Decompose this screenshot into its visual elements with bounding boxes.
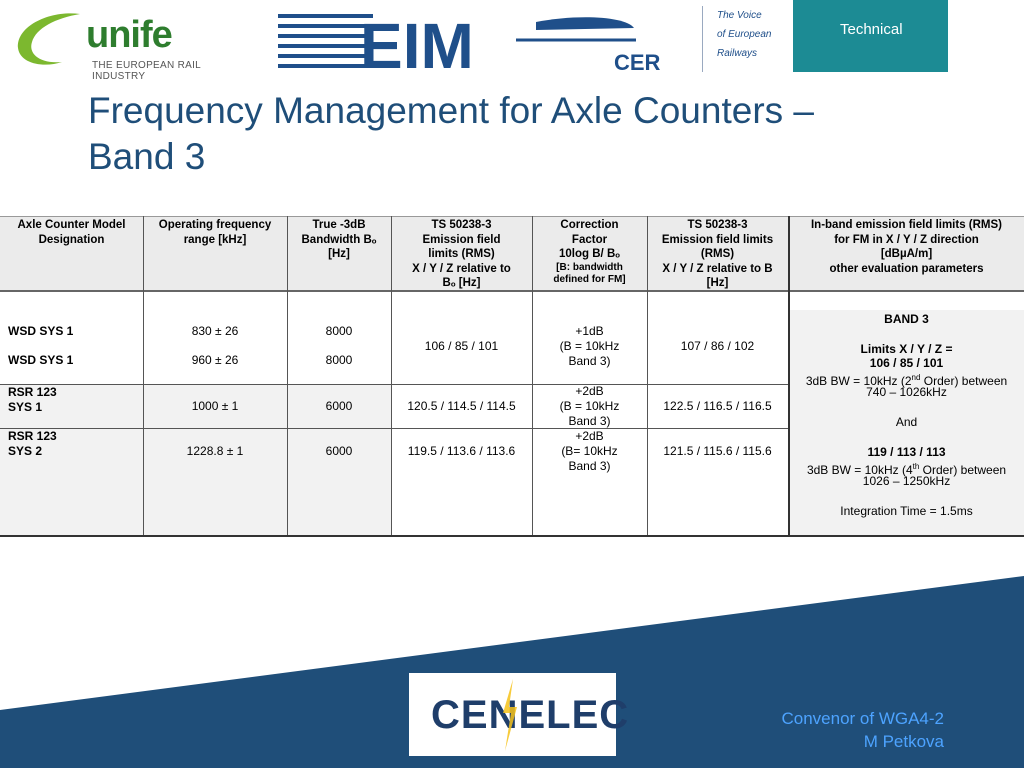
unife-tagline: THE EUROPEAN RAIL INDUSTRY — [92, 60, 201, 82]
row3-model: RSR 123 SYS 2 — [8, 429, 57, 458]
row3-limits: 119.5 / 113.6 / 113.6 — [407, 444, 516, 458]
band3-limits-2: 119 / 113 / 113 — [867, 445, 946, 459]
column-divider — [143, 216, 144, 536]
technical-banner — [793, 0, 948, 72]
row-divider — [0, 384, 788, 385]
row2-limits-b: 122.5 / 116.5 / 116.5 — [663, 399, 772, 413]
band3-range-1: 740 – 1026kHz — [866, 385, 947, 399]
cer-wordmark: CER — [614, 50, 661, 75]
slogan-line-2: of European — [717, 29, 772, 40]
row1-limits-b: 107 / 86 / 102 — [680, 339, 755, 353]
header-model: Axle Counter Model Designation — [17, 219, 126, 246]
row1-limits: 106 / 85 / 101 — [424, 339, 499, 353]
row-divider — [0, 428, 788, 429]
unife-wordmark: unife — [86, 14, 172, 56]
header-bandwidth: True -3dB Bandwidth Bₒ [Hz] — [301, 219, 377, 260]
header-frequency: Operating frequency range [kHz] — [158, 219, 272, 246]
band3-limits-label: Limits X / Y / Z = — [860, 342, 953, 356]
row3-correction: +2dB (B= 10kHz Band 3) — [561, 429, 618, 473]
row1-bw-a: 8000 — [325, 324, 353, 338]
cer-logo — [516, 8, 692, 74]
band3-heading: BAND 3 — [884, 312, 929, 326]
unife-swoosh-icon — [10, 8, 90, 70]
slogan-line-3: Railways — [717, 48, 758, 59]
band3-cell — [789, 310, 1024, 536]
eim-wordmark: EIM — [360, 10, 474, 72]
row2-bw: 6000 — [325, 399, 353, 413]
lightning-icon — [497, 679, 521, 751]
header-correction: Correction Factor 10log B/ Bₒ [B: bandwidth defined for FM] — [553, 219, 626, 285]
band3-integration: Integration Time = 1.5ms — [840, 504, 973, 518]
row3-bw: 6000 — [325, 444, 353, 458]
row2-limits: 120.5 / 114.5 / 114.5 — [407, 399, 516, 413]
band3-limits-1: 106 / 85 / 101 — [869, 356, 944, 370]
row1-correction: +1dB (B = 10kHz Band 3) — [559, 324, 620, 368]
row1-model-a: WSD SYS 1 — [8, 324, 74, 338]
table-bottom-border — [0, 535, 1024, 537]
cenelec-wordmark: CENELEC — [431, 693, 630, 737]
row1-model-b: WSD SYS 1 — [8, 353, 74, 367]
page-title — [88, 88, 988, 180]
band3-and: And — [895, 415, 918, 429]
band3-bw-2: 3dB BW = 10kHz (4th Order) between — [806, 462, 1007, 477]
header-emission-limits: TS 50238-3 Emission field limits (RMS) X / Y / Z relative to Bₒ [Hz] — [412, 219, 511, 289]
eim-lines-icon — [278, 6, 504, 72]
frequency-table — [0, 216, 1024, 536]
row1-bw-b: 8000 — [325, 353, 353, 367]
slogan-line-1: The Voice — [717, 10, 762, 21]
band3-range-2: 1026 – 1250kHz — [862, 474, 951, 488]
cer-slogan — [702, 6, 792, 72]
header-inband-limits: In-band emission field limits (RMS) for FM in X / Y / Z direction [dBµA/m] other evaluation parameters — [810, 219, 1003, 275]
row3-freq: 1228.8 ± 1 — [186, 444, 244, 458]
technical-label: Technical — [840, 21, 903, 38]
title-line-1: Frequency Management for Axle Counters – — [88, 90, 814, 131]
row1-freq-b: 960 ± 26 — [191, 353, 239, 367]
row3-limits-b: 121.5 / 115.6 / 115.6 — [663, 444, 772, 458]
footer-credit — [781, 707, 944, 753]
band3-bw-1: 3dB BW = 10kHz (2nd Order) between — [805, 373, 1008, 388]
convenor-role: Convenor of WGA4-2 — [781, 709, 944, 728]
convenor-name: M Petkova — [863, 732, 944, 751]
unife-logo — [0, 0, 256, 82]
title-line-2: Band 3 — [88, 136, 206, 177]
header-emission-limits-b: TS 50238-3 Emission field limits (RMS) X / Y / Z relative to B [Hz] — [661, 219, 774, 289]
row2-model: RSR 123 SYS 1 — [8, 385, 57, 414]
column-divider — [287, 216, 288, 536]
cer-train-icon — [516, 8, 692, 74]
row2-correction: +2dB (B = 10kHz Band 3) — [559, 384, 620, 428]
cenelec-logo — [409, 673, 630, 756]
row2-freq: 1000 ± 1 — [191, 399, 239, 413]
eim-logo — [278, 6, 504, 72]
row1-freq-a: 830 ± 26 — [191, 324, 239, 338]
